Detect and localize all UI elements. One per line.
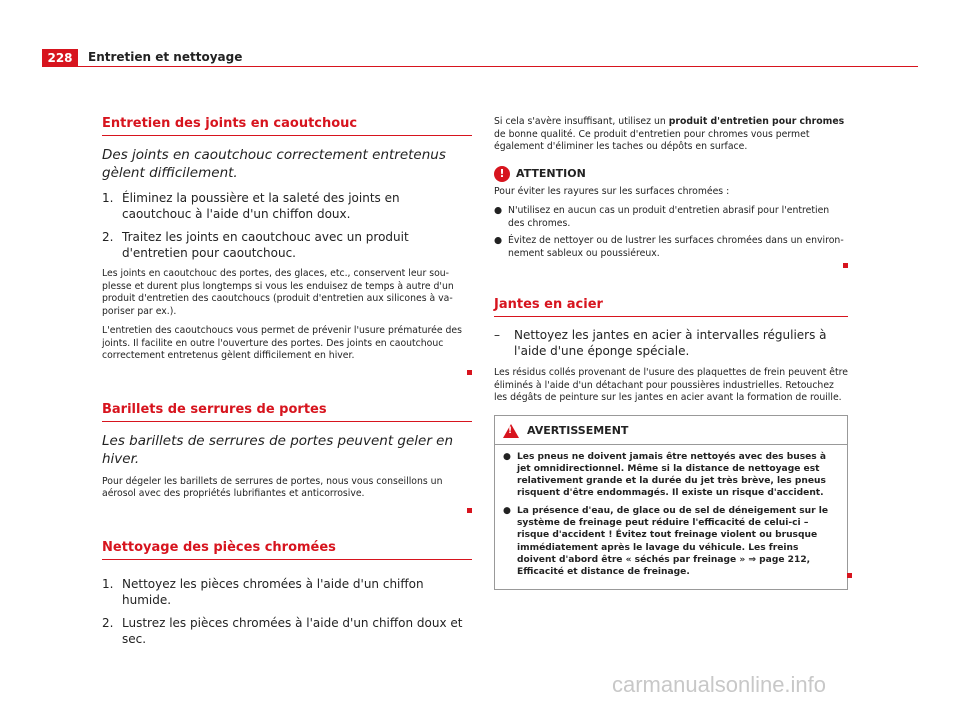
page-header-title: Entretien et nettoyage: [88, 50, 243, 64]
list-item: 2. Traitez les joints en caoutchouc avec un produit d'entretien pour caoutchouc.: [102, 230, 409, 260]
end-of-section-marker: [467, 508, 472, 513]
end-of-section-marker: [843, 263, 848, 268]
right-column: [494, 116, 848, 590]
section-title-chromes: Nettoyage des pièces chromées: [102, 540, 472, 560]
paragraph-intro: Si cela s'avère insuffisant, utilisez un produit d'entretien pour chromes de bonne qualité. Ce produit d'entretien pour chromes vous permet également d'éliminer les taches ou dépôts en surface.: [494, 116, 845, 152]
list-item: 2. Lustrez les pièces chromées à l'aide d'un chiffon doux et sec.: [102, 615, 463, 646]
section-subtitle-joints: Des joints en caoutchouc correctement entretenus gèlent difficilement.: [102, 147, 446, 181]
list-item: ● Évitez de nettoyer ou de lustrer les surfaces chromées dans un environnement sableux ou poussiéreux.: [494, 235, 844, 259]
paragraph: Les joints en caoutchouc des portes, des glaces, etc., conservent leur souplesse et durent plus longtemps si vous les enduisez de temps à autre d'un produit d'entretien des caoutchoucs (produit d'entretien aux silicones à vaporiser par ex.).: [102, 268, 454, 317]
header-divider: [42, 66, 918, 67]
list-item: – Nettoyez les jantes en acier à intervalles réguliers à l'aide d'une éponge spéciale.: [494, 328, 827, 358]
warning-triangle-icon: !: [503, 424, 519, 438]
section-subtitle-barillets: Les barillets de serrures de portes peuvent geler en hiver.: [102, 432, 454, 467]
end-of-section-marker: [467, 370, 472, 375]
list-item: ● Les pneus ne doivent jamais être nettoyés avec des buses à jet omnidirectionnel. Même si la distance de nettoyage est relativement grande et la durée du jet très brève, les pneus risquent d'être endommagés. Il existe un risque d'accident.: [503, 451, 826, 499]
exclamation-icon: !: [494, 166, 510, 182]
attention-heading: ! ATTENTION: [494, 166, 848, 182]
warning-box: [494, 415, 848, 591]
watermark: carmanualsonline.info: [612, 672, 827, 697]
steps-joints: [102, 190, 472, 261]
warning-heading: ! AVERTISSEMENT: [495, 416, 847, 445]
end-of-section-marker: [847, 573, 852, 578]
page-number: 228: [42, 49, 78, 67]
paragraph: Pour dégeler les barillets de serrures de portes, nous vous conseillons un aérosol avec des propriétés lubrifiantes et anticorrosive.: [102, 475, 443, 499]
list-item: ● La présence d'eau, de glace ou de sel de déneigement sur le système de freinage peut réduire l'efficacité de celui-ci – risque d'accident ! Évitez tout freinage violent ou brusque immédiatement après le lavage du véhicule. Les freins doivent d'abord être « séchés par freinage » ⇒ page 212, Efficacité et distance de freinage.: [503, 505, 829, 578]
left-column: [102, 116, 472, 654]
section-title-barillets: Barillets de serrures de portes: [102, 402, 472, 422]
section-title-joints: Entretien des joints en caoutchouc: [102, 116, 472, 136]
paragraph: L'entretien des caoutchoucs vous permet de prévenir l'usure prématurée des joints. Il facilite en outre l'ouverture des portes. Des joints en caoutchouc correctement entretenus gèlent difficilement en hiver.: [102, 325, 462, 361]
list-item: ● N'utilisez en aucun cas un produit d'entretien abrasif pour l'entretien des chromes.: [494, 205, 830, 229]
attention-intro: Pour éviter les rayures sur les surfaces chromées :: [494, 185, 730, 197]
steps-chromes: [102, 576, 472, 647]
list-item: 1. Éliminez la poussière et la saleté des joints en caoutchouc à l'aide d'un chiffon doux.: [102, 191, 400, 221]
paragraph: Les résidus collés provenant de l'usure des plaquettes de frein peuvent être éliminés à l'aide d'un détachant pour poussières industrielles. Retouchez les dégâts de peinture sur les jantes en acier avant la formation de rouille.: [494, 367, 848, 403]
section-title-jantes: Jantes en acier: [494, 297, 848, 317]
list-item: 1. Nettoyez les pièces chromées à l'aide d'un chiffon humide.: [102, 576, 424, 607]
